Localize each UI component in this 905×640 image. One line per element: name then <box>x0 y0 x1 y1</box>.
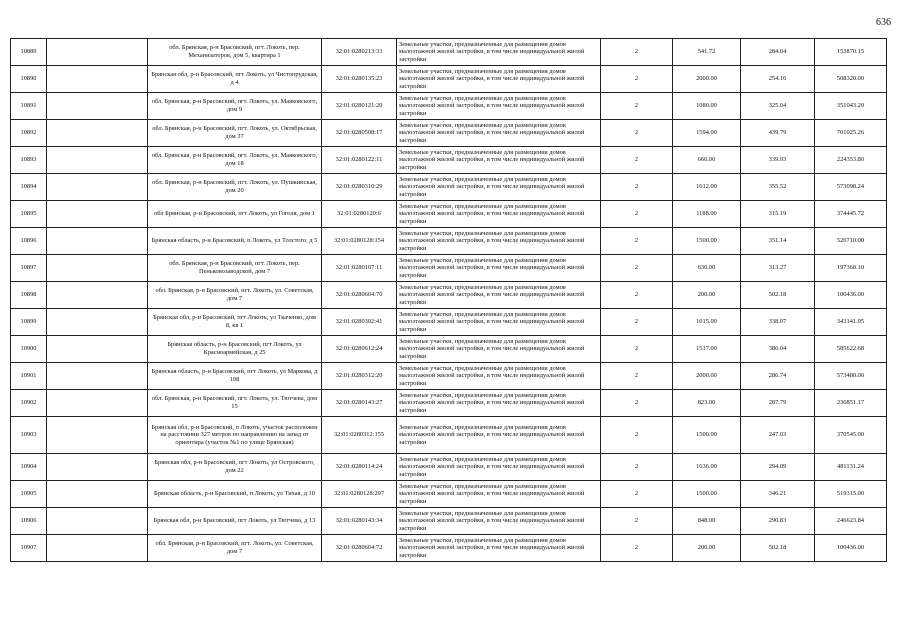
row-number: 10893 <box>11 147 47 174</box>
blank-cell <box>47 417 148 454</box>
table-row <box>11 147 887 174</box>
blank-cell <box>47 255 148 282</box>
land-use-cell: Земельные участки, предназначенные для размещения домов малоэтажной жилой застройки, в том числе индивидуальной жилой застройки <box>397 309 601 336</box>
address-cell: обл. Брянская, р-н Брасовский, пгт. Локоть, ул. Тютчева, дом 15 <box>148 390 322 417</box>
table-row <box>11 255 887 282</box>
area-cell: 660.00 <box>673 147 741 174</box>
cadastral-value-cell: 351043.20 <box>815 93 887 120</box>
cadastral-number-cell: 32:01:0280114:24 <box>322 454 397 481</box>
category-cell: 2 <box>601 336 673 363</box>
table-row <box>11 535 887 562</box>
cadastral-value-cell: 236851.17 <box>815 390 887 417</box>
row-number: 10895 <box>11 201 47 228</box>
land-use-cell: Земельные участки, предназначенные для размещения домов малоэтажной жилой застройки, в том числе индивидуальной жилой застройки <box>397 336 601 363</box>
row-number: 10901 <box>11 363 47 390</box>
cadastral-number-cell: 32:01:0280143:27 <box>322 390 397 417</box>
cadastral-number-cell: 32:01:0280143:34 <box>322 508 397 535</box>
category-cell: 2 <box>601 174 673 201</box>
blank-cell <box>47 201 148 228</box>
row-number: 10904 <box>11 454 47 481</box>
cadastral-number-cell: 32:01:0280508:17 <box>322 120 397 147</box>
blank-cell <box>47 282 148 309</box>
area-cell: 848.00 <box>673 508 741 535</box>
table-row <box>11 93 887 120</box>
address-cell: обл. Брянская, р-н Брасовский, пгт. Локоть, пер. Пеньковозаводской, дом 7 <box>148 255 322 282</box>
row-number: 10889 <box>11 39 47 66</box>
area-cell: 1594.00 <box>673 120 741 147</box>
cadastral-number-cell: 32:01:0280604:70 <box>322 282 397 309</box>
blank-cell <box>47 147 148 174</box>
table-body <box>11 39 887 562</box>
rate-cell: 502.18 <box>741 282 815 309</box>
category-cell: 2 <box>601 66 673 93</box>
table-row <box>11 336 887 363</box>
area-cell: 1636.00 <box>673 454 741 481</box>
land-use-cell: Земельные участки, предназначенные для размещения домов малоэтажной жилой застройки, в том числе индивидуальной жилой застройки <box>397 454 601 481</box>
address-cell: обл. Брянская, р-н Брасовский, пгт. Локоть, ул. Маяковского, дом 9 <box>148 93 322 120</box>
rate-cell: 325.04 <box>741 93 815 120</box>
land-use-cell: Земельные участки, предназначенные для размещения домов малоэтажной жилой застройки, в том числе индивидуальной жилой застройки <box>397 66 601 93</box>
address-cell: Брянская область, р-н Брасовский, п Локоть, ул Толстого, д 5 <box>148 228 322 255</box>
address-cell: Брянская область, р-н Брасовский, пгт Локоть, ул Маркова, д 108 <box>148 363 322 390</box>
cadastral-value-cell: 100436.00 <box>815 282 887 309</box>
table-row <box>11 228 887 255</box>
blank-cell <box>47 39 148 66</box>
land-use-cell: Земельные участки, предназначенные для размещения домов малоэтажной жилой застройки, в том числе индивидуальной жилой застройки <box>397 282 601 309</box>
rate-cell: 355.52 <box>741 174 815 201</box>
address-cell: обл. Брянская, р-н Брасовский, пгт. Локоть, пер. Механизаторов, дом 5, квартира 1 <box>148 39 322 66</box>
land-use-cell: Земельные участки, предназначенные для размещения домов малоэтажной жилой застройки, в том числе индивидуальной жилой застройки <box>397 147 601 174</box>
cadastral-number-cell: 32:01:0280310:29 <box>322 174 397 201</box>
rate-cell: 502.18 <box>741 535 815 562</box>
cadastral-number-cell: 32:01:0280121:20 <box>322 93 397 120</box>
cadastral-value-cell: 585622.68 <box>815 336 887 363</box>
cadastral-value-table <box>10 38 887 562</box>
land-use-cell: Земельные участки, предназначенные для размещения домов малоэтажной жилой застройки, в том числе индивидуальной жилой застройки <box>397 201 601 228</box>
table-row <box>11 39 887 66</box>
cadastral-value-cell: 508320.00 <box>815 66 887 93</box>
category-cell: 2 <box>601 508 673 535</box>
address-cell: обл. Брянская, р-н Брасовский, пгт. Локоть, ул. Советская, дом 7 <box>148 535 322 562</box>
blank-cell <box>47 174 148 201</box>
land-use-cell: Земельные участки, предназначенные для размещения домов малоэтажной жилой застройки, в том числе индивидуальной жилой застройки <box>397 120 601 147</box>
address-cell: обл Брянская, р-н Брасовский, пгт Локоть, ул Гоголя, дом 1 <box>148 201 322 228</box>
rate-cell: 386.04 <box>741 336 815 363</box>
land-use-cell: Земельные участки, предназначенные для размещения домов малоэтажной жилой застройки, в том числе индивидуальной жилой застройки <box>397 39 601 66</box>
area-cell: 1517.00 <box>673 336 741 363</box>
address-cell: Брянская обл, р-н Брасовский, пгт Локоть, ул Тютчева, д 13 <box>148 508 322 535</box>
area-cell: 200.00 <box>673 282 741 309</box>
rate-cell: 339.93 <box>741 147 815 174</box>
rate-cell: 284.04 <box>741 39 815 66</box>
cadastral-number-cell: 32:01:0280135:23 <box>322 66 397 93</box>
table-row <box>11 481 887 508</box>
row-number: 10903 <box>11 417 47 454</box>
land-use-cell: Земельные участки, предназначенные для размещения домов малоэтажной жилой застройки, в том числе индивидуальной жилой застройки <box>397 228 601 255</box>
category-cell: 2 <box>601 39 673 66</box>
row-number: 10892 <box>11 120 47 147</box>
cadastral-value-cell: 519315.00 <box>815 481 887 508</box>
area-cell: 2000.00 <box>673 66 741 93</box>
cadastral-value-cell: 100436.00 <box>815 535 887 562</box>
cadastral-number-cell: 32:01:0280612:24 <box>322 336 397 363</box>
row-number: 10896 <box>11 228 47 255</box>
category-cell: 2 <box>601 120 673 147</box>
blank-cell <box>47 535 148 562</box>
cadastral-number-cell: 32:01:0280128:154 <box>322 228 397 255</box>
address-cell: обл. Брянская, р-н Брасовский, пгт. Локоть, ул. Маяковского, дом 18 <box>148 147 322 174</box>
area-cell: 630.00 <box>673 255 741 282</box>
blank-cell <box>47 309 148 336</box>
rate-cell: 247.03 <box>741 417 815 454</box>
blank-cell <box>47 120 148 147</box>
cadastral-value-cell: 370545.00 <box>815 417 887 454</box>
rate-cell: 294.09 <box>741 454 815 481</box>
table-row <box>11 201 887 228</box>
row-number: 10907 <box>11 535 47 562</box>
cadastral-value-cell: 153870.15 <box>815 39 887 66</box>
cadastral-number-cell: 32:01:0280302:41 <box>322 309 397 336</box>
area-cell: 541.72 <box>673 39 741 66</box>
table-row <box>11 282 887 309</box>
rate-cell: 286.74 <box>741 363 815 390</box>
land-use-cell: Земельные участки, предназначенные для размещения домов малоэтажной жилой застройки, в том числе индивидуальной жилой застройки <box>397 417 601 454</box>
cadastral-number-cell: 32:01:0280604:72 <box>322 535 397 562</box>
table-row <box>11 120 887 147</box>
row-number: 10894 <box>11 174 47 201</box>
table-row <box>11 174 887 201</box>
table-row <box>11 363 887 390</box>
land-use-cell: Земельные участки, предназначенные для размещения домов малоэтажной жилой застройки, в том числе индивидуальной жилой застройки <box>397 390 601 417</box>
cadastral-value-cell: 224353.80 <box>815 147 887 174</box>
cadastral-number-cell: 32:01:0280120:6 <box>322 201 397 228</box>
address-cell: обл. Брянская, р-н Брасовский, пгт. Локоть, ул. Пушкинская, дом 20 <box>148 174 322 201</box>
row-number: 10902 <box>11 390 47 417</box>
blank-cell <box>47 336 148 363</box>
blank-cell <box>47 228 148 255</box>
cadastral-number-cell: 32:01:0280312:20 <box>322 363 397 390</box>
address-cell: Брянская обл, р-н Брасовский, пгт Локоть, ул Островского, дом 22 <box>148 454 322 481</box>
land-use-cell: Земельные участки, предназначенные для размещения домов малоэтажной жилой застройки, в том числе индивидуальной жилой застройки <box>397 508 601 535</box>
land-use-cell: Земельные участки, предназначенные для размещения домов малоэтажной жилой застройки, в том числе индивидуальной жилой застройки <box>397 363 601 390</box>
address-cell: Брянская обл, р-н Брасовский, пгт Локоть, ул Ткаченко, дом 8, кв 1 <box>148 309 322 336</box>
category-cell: 2 <box>601 390 673 417</box>
rate-cell: 338.07 <box>741 309 815 336</box>
cadastral-number-cell: 32:01:0280107:11 <box>322 255 397 282</box>
category-cell: 2 <box>601 93 673 120</box>
rate-cell: 287.79 <box>741 390 815 417</box>
category-cell: 2 <box>601 417 673 454</box>
category-cell: 2 <box>601 309 673 336</box>
area-cell: 1080.00 <box>673 93 741 120</box>
cadastral-value-cell: 343141.05 <box>815 309 887 336</box>
rate-cell: 346.21 <box>741 481 815 508</box>
land-use-cell: Земельные участки, предназначенные для размещения домов малоэтажной жилой застройки, в том числе индивидуальной жилой застройки <box>397 174 601 201</box>
row-number: 10897 <box>11 255 47 282</box>
address-cell: Брянская область, р-н Брасовский, п Локоть, ул Тихая, д 10 <box>148 481 322 508</box>
address-cell: Брянская область, р-н Брасовский, пгт Локоть, ул Красноармейская, д 25 <box>148 336 322 363</box>
address-cell: Брянская обл, р-н Брасовский, пгт Локоть, ул Чистопрудская, д 4 <box>148 66 322 93</box>
address-cell: обл. Брянская, р-н Брасовский, пгт. Локоть, ул. Октябрьская, дом 37 <box>148 120 322 147</box>
category-cell: 2 <box>601 282 673 309</box>
row-number: 10899 <box>11 309 47 336</box>
blank-cell <box>47 390 148 417</box>
cadastral-number-cell: 32:01:0280213:33 <box>322 39 397 66</box>
cadastral-value-cell: 573098.24 <box>815 174 887 201</box>
cadastral-value-cell: 701025.26 <box>815 120 887 147</box>
table-row <box>11 417 887 454</box>
category-cell: 2 <box>601 228 673 255</box>
rate-cell: 315.19 <box>741 201 815 228</box>
table-row <box>11 508 887 535</box>
page-number: 636 <box>876 17 891 28</box>
rate-cell: 439.79 <box>741 120 815 147</box>
area-cell: 1500.00 <box>673 228 741 255</box>
area-cell: 823.00 <box>673 390 741 417</box>
category-cell: 2 <box>601 454 673 481</box>
row-number: 10891 <box>11 93 47 120</box>
rate-cell: 313.27 <box>741 255 815 282</box>
rate-cell: 290.83 <box>741 508 815 535</box>
row-number: 10900 <box>11 336 47 363</box>
category-cell: 2 <box>601 363 673 390</box>
category-cell: 2 <box>601 147 673 174</box>
table-row <box>11 390 887 417</box>
row-number: 10898 <box>11 282 47 309</box>
cadastral-value-cell: 526710.00 <box>815 228 887 255</box>
blank-cell <box>47 93 148 120</box>
address-cell: обл. Брянская, р-н Брасовский, пгт. Локоть, ул. Советская, дом 7 <box>148 282 322 309</box>
area-cell: 1188.00 <box>673 201 741 228</box>
table-row <box>11 66 887 93</box>
blank-cell <box>47 66 148 93</box>
category-cell: 2 <box>601 535 673 562</box>
area-cell: 1015.00 <box>673 309 741 336</box>
cadastral-number-cell: 32:01:0280122:11 <box>322 147 397 174</box>
land-use-cell: Земельные участки, предназначенные для размещения домов малоэтажной жилой застройки, в том числе индивидуальной жилой застройки <box>397 93 601 120</box>
table-row <box>11 309 887 336</box>
table-row <box>11 454 887 481</box>
rate-cell: 254.16 <box>741 66 815 93</box>
blank-cell <box>47 454 148 481</box>
cadastral-value-cell: 481131.24 <box>815 454 887 481</box>
area-cell: 1500.00 <box>673 481 741 508</box>
land-use-cell: Земельные участки, предназначенные для размещения домов малоэтажной жилой застройки, в том числе индивидуальной жилой застройки <box>397 255 601 282</box>
area-cell: 2000.00 <box>673 363 741 390</box>
category-cell: 2 <box>601 201 673 228</box>
land-use-cell: Земельные участки, предназначенные для размещения домов малоэтажной жилой застройки, в том числе индивидуальной жилой застройки <box>397 535 601 562</box>
area-cell: 1612.00 <box>673 174 741 201</box>
cadastral-number-cell: 32:01:0280312:155 <box>322 417 397 454</box>
category-cell: 2 <box>601 481 673 508</box>
blank-cell <box>47 508 148 535</box>
land-use-cell: Земельные участки, предназначенные для размещения домов малоэтажной жилой застройки, в том числе индивидуальной жилой застройки <box>397 481 601 508</box>
row-number: 10905 <box>11 481 47 508</box>
rate-cell: 351.14 <box>741 228 815 255</box>
cadastral-value-cell: 573480.00 <box>815 363 887 390</box>
row-number: 10890 <box>11 66 47 93</box>
area-cell: 1500.00 <box>673 417 741 454</box>
area-cell: 200.00 <box>673 535 741 562</box>
row-number: 10906 <box>11 508 47 535</box>
category-cell: 2 <box>601 255 673 282</box>
cadastral-value-cell: 246623.84 <box>815 508 887 535</box>
blank-cell <box>47 363 148 390</box>
blank-cell <box>47 481 148 508</box>
cadastral-value-cell: 374445.72 <box>815 201 887 228</box>
address-cell: Брянская обл, р-н Брасовский, п Локоть, участок расположен на расстоянии 327 метров по направлению на запад от ориентира (участок №1 по улице Брянская) <box>148 417 322 454</box>
cadastral-value-cell: 197360.10 <box>815 255 887 282</box>
cadastral-number-cell: 32:01:0280128:297 <box>322 481 397 508</box>
